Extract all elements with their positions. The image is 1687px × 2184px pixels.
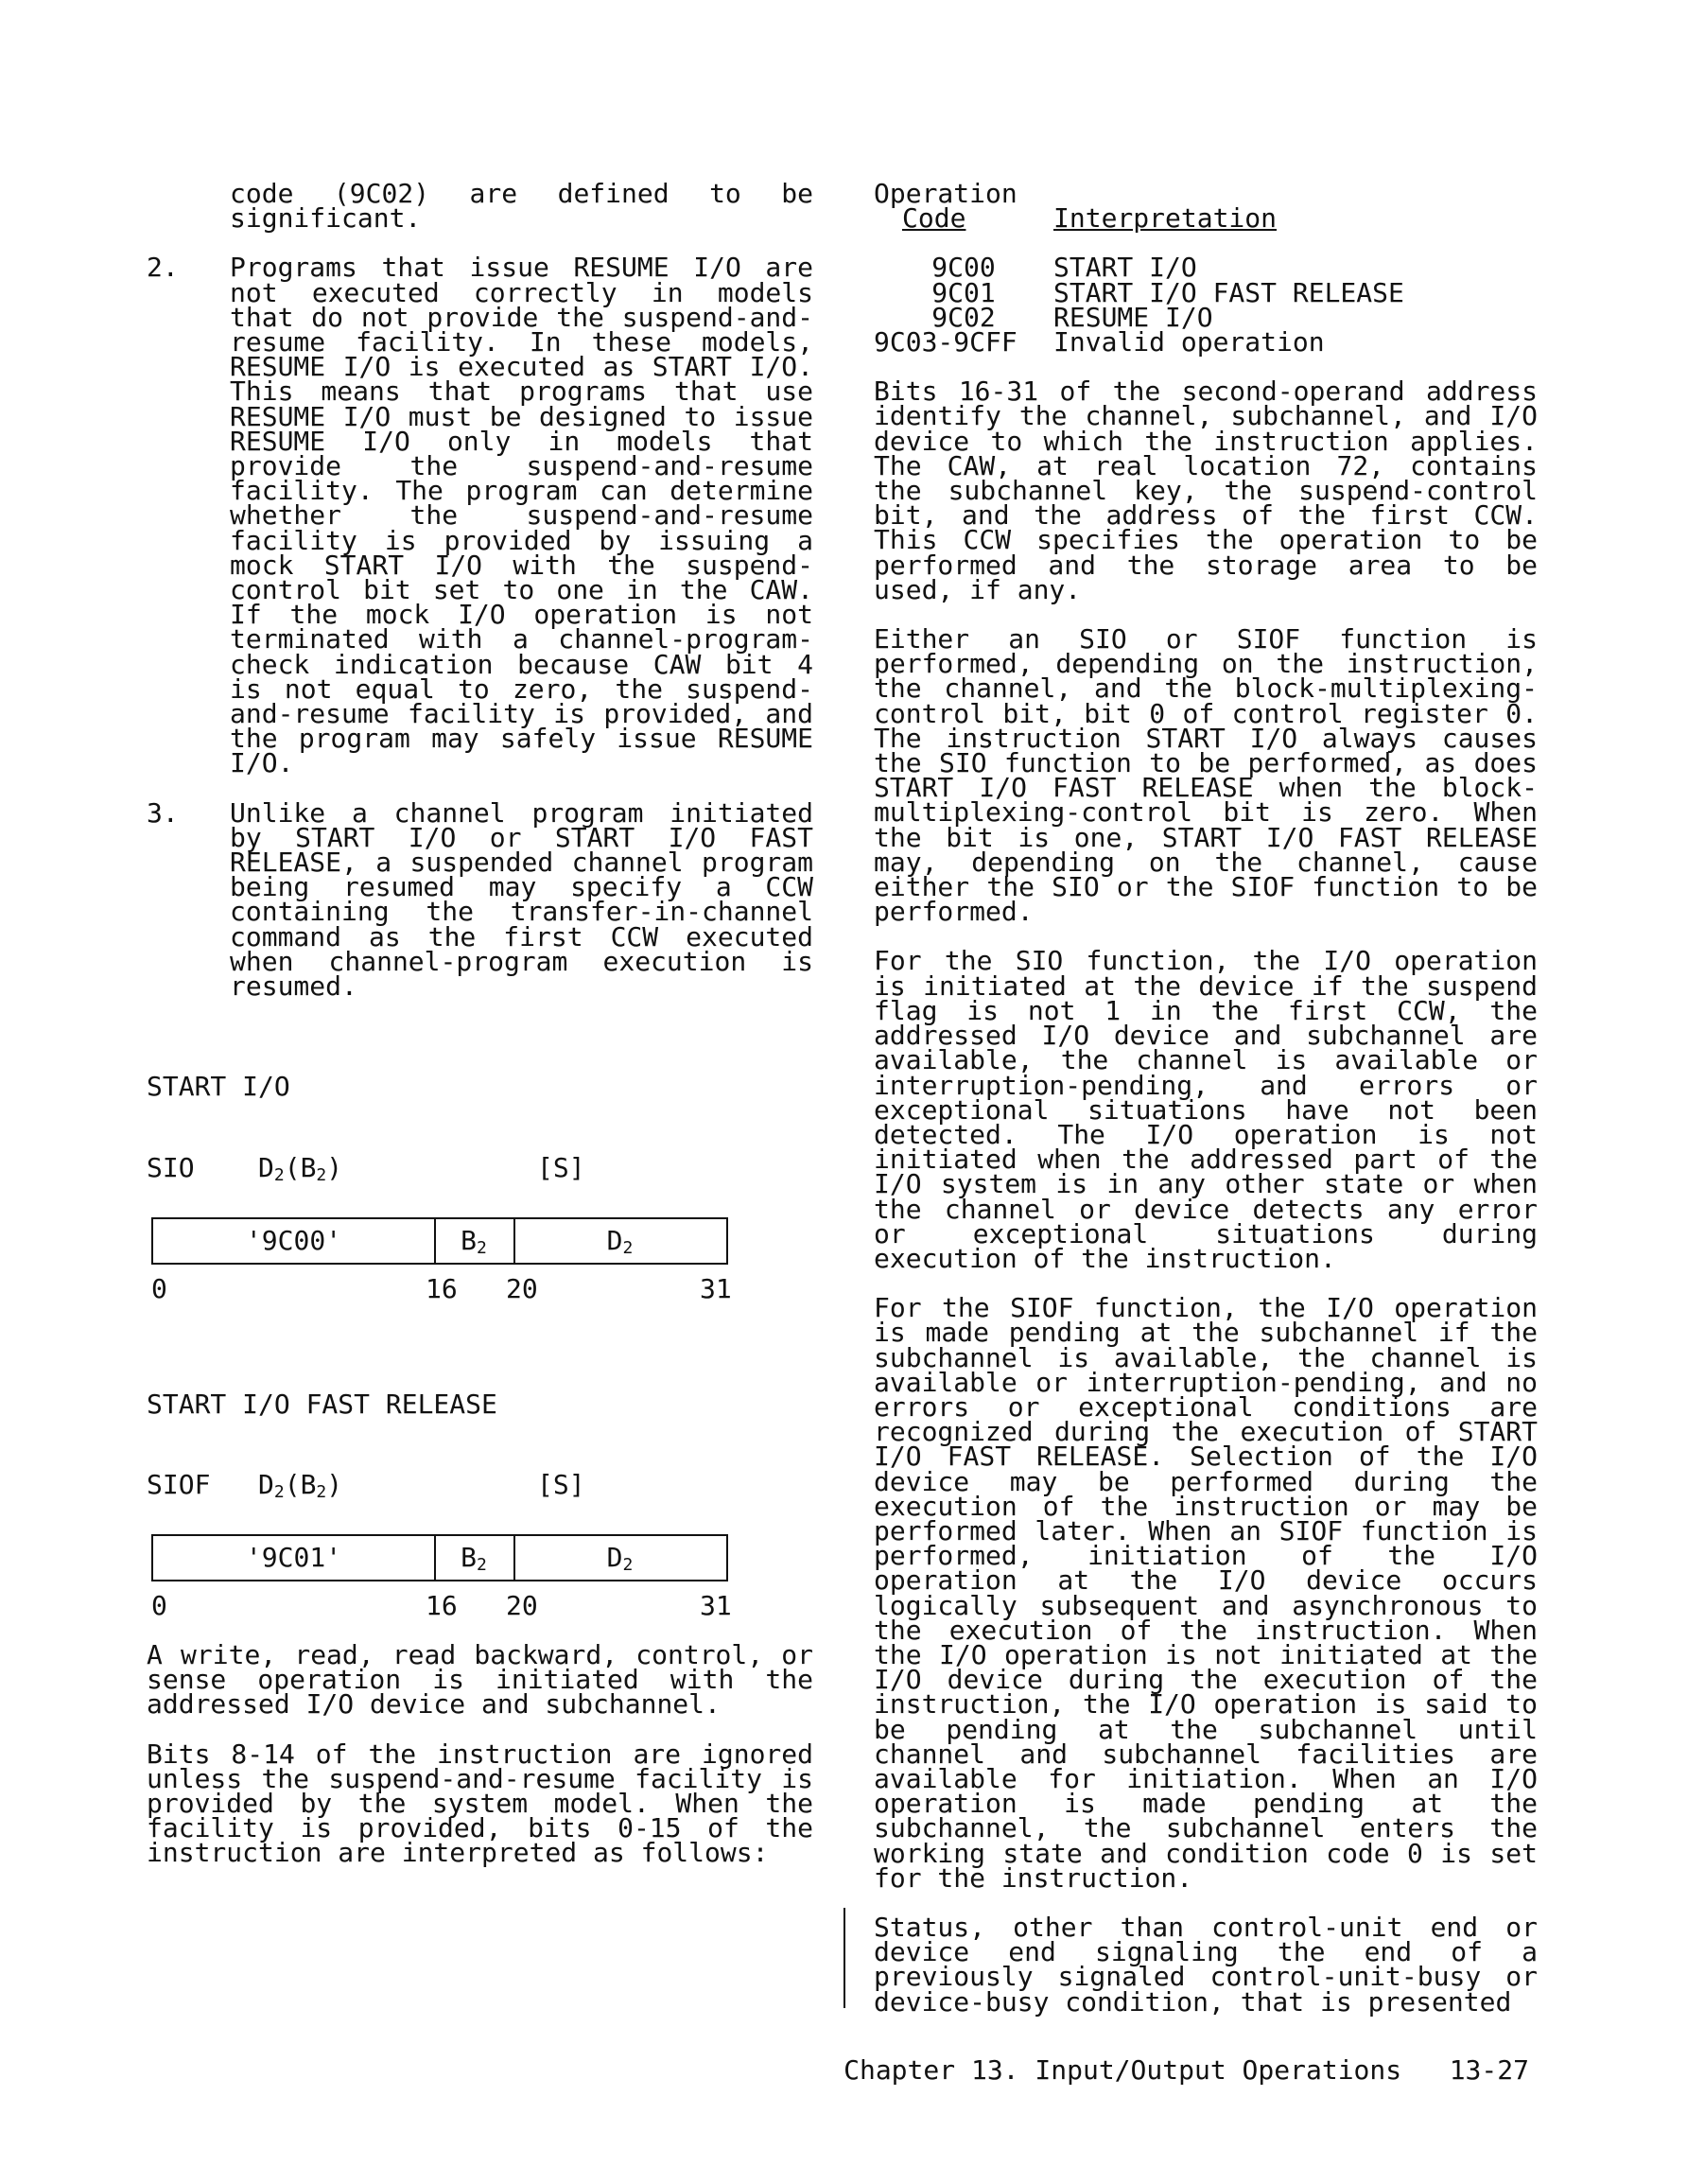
instruction-operand: $D_2(B_2)$ xyxy=(258,1152,343,1185)
note-continuation: code (9C02) are defined to be significant. xyxy=(230,178,813,235)
revision-change-bar xyxy=(844,1908,845,2008)
table-cell-interpretation: RESUME I/O xyxy=(1053,301,1213,333)
format-type: [S] xyxy=(537,1469,585,1500)
displacement-field: $D_2$ xyxy=(606,1225,634,1258)
paragraph-revised: Status, other than control-unit end or device end signaling the end of a previously signaled control-unit-busy or device-busy condition, that is presented xyxy=(874,1912,1538,2018)
table-cell-interpretation: START I/O FAST RELEASE xyxy=(1053,276,1404,308)
header-code: Code xyxy=(902,202,966,235)
bit-position: 16 xyxy=(426,1273,458,1304)
bit-position: 20 xyxy=(506,1590,538,1621)
base-register-field: $B_2$ xyxy=(434,1536,515,1580)
table-cell-code: 9C01 xyxy=(931,276,996,308)
bit-position: 0 xyxy=(151,1590,167,1621)
table-header-line1: Operation xyxy=(874,178,1017,209)
table-body xyxy=(874,252,1538,358)
left-column-bottom xyxy=(147,1639,813,1869)
instruction-format-box xyxy=(151,1217,728,1265)
table-header-row xyxy=(874,202,1538,235)
chapter-title: Chapter 13. Input/Output Operations xyxy=(844,2054,1402,2086)
programming-note-2 xyxy=(147,252,813,779)
page-number: 13-27 xyxy=(1449,2054,1529,2086)
bit-position: 31 xyxy=(700,1590,732,1621)
table-cell-code: 9C02 xyxy=(931,301,996,333)
bit-position: 31 xyxy=(700,1273,732,1304)
page-footer xyxy=(839,2054,1529,2086)
bit-position: 0 xyxy=(151,1273,167,1304)
paragraph: Bits 8-14 of the instruction are ignored unless the suspend-and-resume facility is provided by the system model. When the facility is provided, bits 0-15 of the instruction are interpreted as follows: xyxy=(147,1738,813,1869)
note-text: Unlike a channel program initiated by START I/O or START I/O FAST RELEASE, a suspended channel program being resumed may specify a CCW containing the transfer-in-channel command as the first CCW executed when channel-program execution is resumed. xyxy=(230,796,813,1003)
bit-position: 20 xyxy=(506,1273,538,1304)
right-column xyxy=(874,178,1538,2018)
note-text: Programs that issue RESUME I/O are not executed correctly in models that do not provide the suspend-and-resume facility. In these models, RESUME I/O is executed as START I/O. This means that programs that use RESUME I/O must be designed to issue RESUME I/O only in models that provide the suspend-and-resume facility. The program can determine whether the suspend-and-resume facility is provided by issuing a mock START I/O with the suspend-control bit set to one in the CAW. If the mock I/O operation is not terminated with a channel-program-check indication because CAW bit 4 is not equal to zero, the suspend-and-resume facility is provided, and the program may safely issue RESUME I/O. xyxy=(230,252,813,779)
left-column-top xyxy=(147,178,813,1003)
opcode-field: '9C01' xyxy=(153,1536,436,1580)
instruction-mnemonic: SIO xyxy=(147,1152,195,1183)
programming-note-3 xyxy=(147,796,813,1003)
header-interpretation: Interpretation xyxy=(1053,202,1278,235)
instruction-operand: $D_2(B_2)$ xyxy=(258,1469,343,1502)
displacement-field: $D_2$ xyxy=(606,1542,634,1575)
paragraph: For the SIO function, the I/O operation is initiated at the device if the suspend flag is not 1 in the first CCW, the addressed I/O device and subchannel are available, the channel is available or interruption-pending, and errors or exceptional situations have not been detected. The I/O operation is not initiated when the addressed part of the I/O system is in any other state or when the channel or device detects any error or exceptional situations during execution of the instruction. xyxy=(874,945,1538,1274)
bit-position: 16 xyxy=(426,1590,458,1621)
table-cell-interpretation: START I/O xyxy=(1053,252,1197,284)
opcode-table xyxy=(874,178,1538,358)
paragraph: Either an SIO or SIOF function is performed, depending on the instruction, the channel, and the block-multiplexing-control bit, bit 0 of control register 0. The instruction START I/O always causes the SIO function to be performed, as does START I/O FAST RELEASE when the block-multiplexing-control bit is zero. When the bit is one, START I/O FAST RELEASE may, depending on the channel, cause either the SIO or the SIOF function to be performed. xyxy=(874,623,1538,928)
table-cell-code: 9C03-9CFF xyxy=(874,326,1017,358)
instruction-mnemonic: SIOF xyxy=(147,1469,211,1500)
format-type: [S] xyxy=(537,1152,585,1183)
paragraph: A write, read, read backward, control, or sense operation is initiated with the addressed I/O device and subchannel. xyxy=(147,1639,813,1721)
instruction-format-box xyxy=(151,1534,728,1581)
table-cell-interpretation: Invalid operation xyxy=(1053,326,1325,358)
instruction-title: START I/O FAST RELEASE xyxy=(147,1389,497,1420)
instruction-title: START I/O xyxy=(147,1071,290,1102)
note-number: 3. xyxy=(147,796,179,829)
table-cell-code: 9C00 xyxy=(931,252,996,284)
base-register-field: $B_2$ xyxy=(434,1219,515,1263)
note-number: 2. xyxy=(147,252,179,284)
paragraph: Bits 16-31 of the second-operand address identify the channel, subchannel, and I/O device to which the instruction applies. The CAW, at real location 72, contains the subchannel key, the suspend-control bit, and the address of the first CCW. This CCW specifies the operation to be performed and the storage area to be used, if any. xyxy=(874,376,1538,605)
paragraph: For the SIOF function, the I/O operation is made pending at the subchannel if the subchannel is available, the channel is available or interruption-pending, and no errors or exceptional conditions are recognized during the execution of START I/O FAST RELEASE. Selection of the I/O device may be performed during the execution of the instruction or may be performed later. When an SIOF function is performed, initiation of the I/O operation at the I/O device occurs logically subsequent and asynchronous to the execution of the instruction. When the I/O operation is not initiated at the I/O device during the execution of the instruction, the I/O operation is said to be pending at the subchannel until channel and subchannel facilities are available for initiation. When an I/O operation is made pending at the subchannel, the subchannel enters the working state and condition code 0 is set for the instruction. xyxy=(874,1292,1538,1894)
opcode-field: '9C00' xyxy=(153,1219,436,1263)
